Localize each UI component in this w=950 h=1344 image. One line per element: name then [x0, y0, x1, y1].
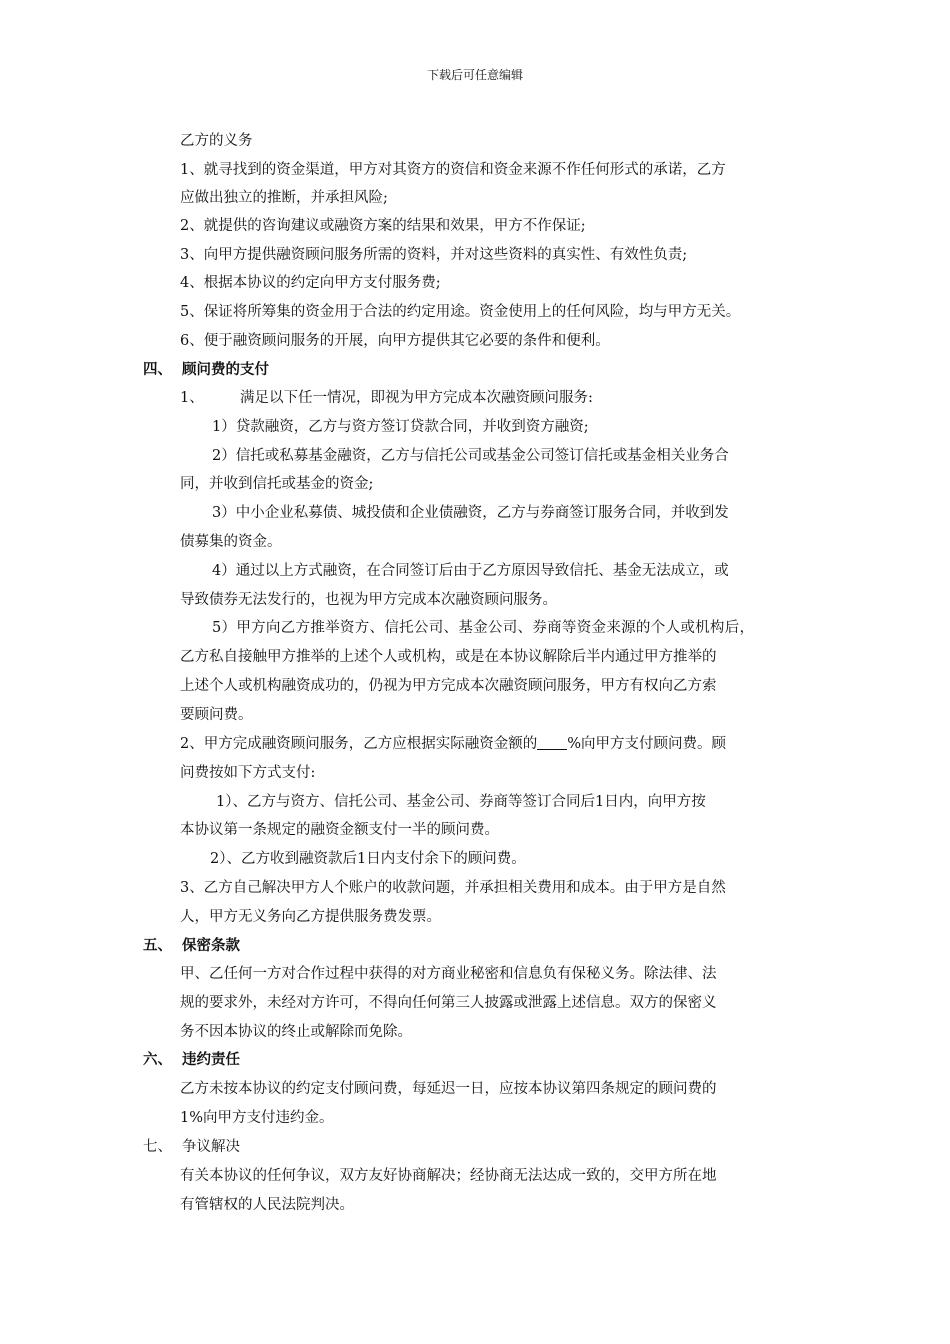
section6-number: 六、 [143, 1051, 172, 1068]
section5-heading: 保密条款 [182, 937, 240, 954]
section4-term-2: 2）、乙方收到融资款后1日内支付余下的顾问费。 [210, 851, 526, 867]
section7-line2: 有管辖权的人民法院判决。 [180, 1197, 354, 1213]
section4-term-1b: 本协议第一条规定的融资金额支付一半的顾问费。 [180, 822, 499, 838]
section4-p3-line2: 人，甲方无义务向乙方提供服务费发票。 [180, 909, 441, 925]
section4-heading: 顾问费的支付 [182, 361, 269, 378]
section4-sub-4b: 导致债券无法发行的，也视为甲方完成本次融资顾问服务。 [180, 592, 557, 608]
obligation-item-5: 5、保证将所筹集的资金用于合法的约定用途。资金使用上的任何风险，均与甲方无关。 [180, 304, 741, 320]
section4-sub-3b: 债募集的资金。 [180, 534, 282, 550]
section6-heading: 违约责任 [182, 1051, 240, 1068]
section4-sub-2a: 2）信托或私募基金融资，乙方与信托公司或基金公司签订信托或基金相关业务合 [212, 448, 729, 464]
section4-p1-number: 1、 [180, 390, 204, 406]
obligation-item-2: 2、就提供的咨询建议或融资方案的结果和效果，甲方不作保证; [180, 218, 586, 234]
page-header: 下载后可任意编辑 [426, 68, 523, 82]
section4-sub-5c: 上述个人或机构融资成功的，仍视为甲方完成本次融资顾问服务，甲方有权向乙方索 [180, 678, 717, 694]
section4-p1-text: 满足以下任一情况，即视为甲方完成本次融资顾问服务: [240, 390, 593, 406]
section4-sub-5d: 要顾问费。 [180, 707, 253, 723]
section7-heading: 争议解决 [182, 1139, 240, 1155]
section5-line2: 规的要求外，未经对方许可，不得向任何第三人披露或泄露上述信息。双方的保密义 [180, 995, 717, 1011]
obligation-item-3: 3、向甲方提供融资顾问服务所需的资料，并对这些资料的真实性、有效性负责; [180, 247, 688, 263]
section4-p3-line1: 3、乙方自己解决甲方人个账户的收款问题，并承担相关费用和成本。由于甲方是自然 [180, 880, 726, 896]
obligation-item-6: 6、便于融资顾问服务的开展，向甲方提供其它必要的条件和便利。 [180, 333, 610, 349]
section7-number: 七、 [143, 1139, 172, 1155]
section4-p2-line1 [180, 734, 726, 754]
section4-sub-2b: 同，并收到信托或基金的资金; [180, 476, 374, 492]
obligation-item-1b: 应做出独立的推断，并承担风险; [180, 190, 388, 206]
section4-sub-5b: 乙方私自接触甲方推举的上述个人或机构，或是在本协议解除后半内通过甲方推举的 [180, 649, 717, 665]
fee-percentage-blank [537, 735, 567, 750]
section6-line1: 乙方未按本协议的约定支付顾问费，每延迟一日，应按本协议第四条规定的顾问费的 [180, 1081, 717, 1097]
section4-p2-line2: 问费按如下方式支付: [180, 765, 316, 781]
section6-line2: 1%向甲方支付违约金。 [180, 1110, 334, 1126]
section4-p2-post: %向甲方支付顾问费。顾 [567, 736, 727, 752]
obligation-item-1a: 1、就寻找到的资金渠道，甲方对其资方的资信和资金来源不作任何形式的承诺，乙方 [180, 162, 726, 178]
section4-p2-pre: 2、甲方完成融资顾问服务，乙方应根据实际融资金额的 [180, 736, 538, 752]
obligation-item-4: 4、根据本协议的约定向甲方支付服务费; [180, 275, 441, 291]
section4-sub-1: 1）贷款融资，乙方与资方签订贷款合同，并收到资方融资; [212, 419, 589, 435]
section4-sub-3a: 3）中小企业私募债、城投债和企业债融资，乙方与券商签订服务合同，并收到发 [212, 505, 729, 521]
section4-sub-5a: 5）甲方向乙方推举资方、信托公司、基金公司、券商等资金来源的个人或机构后， [212, 620, 755, 636]
section7-line1: 有关本协议的任何争议，双方友好协商解决；经协商无法达成一致的，交甲方所在地 [180, 1168, 717, 1184]
section4-term-1a: 1）、乙方与资方、信托公司、基金公司、券商等签订合同后1日内，向甲方按 [216, 794, 706, 810]
section5-line3: 务不因本协议的终止或解除而免除。 [180, 1024, 412, 1040]
obligations-title: 乙方的义务 [180, 133, 253, 149]
section4-number: 四、 [143, 361, 172, 378]
section4-sub-4a: 4）通过以上方式融资，在合同签订后由于乙方原因导致信托、基金无法成立，或 [212, 563, 729, 579]
section5-line1: 甲、乙任何一方对合作过程中获得的对方商业秘密和信息负有保秘义务。除法律、法 [180, 966, 717, 982]
section5-number: 五、 [143, 937, 172, 954]
